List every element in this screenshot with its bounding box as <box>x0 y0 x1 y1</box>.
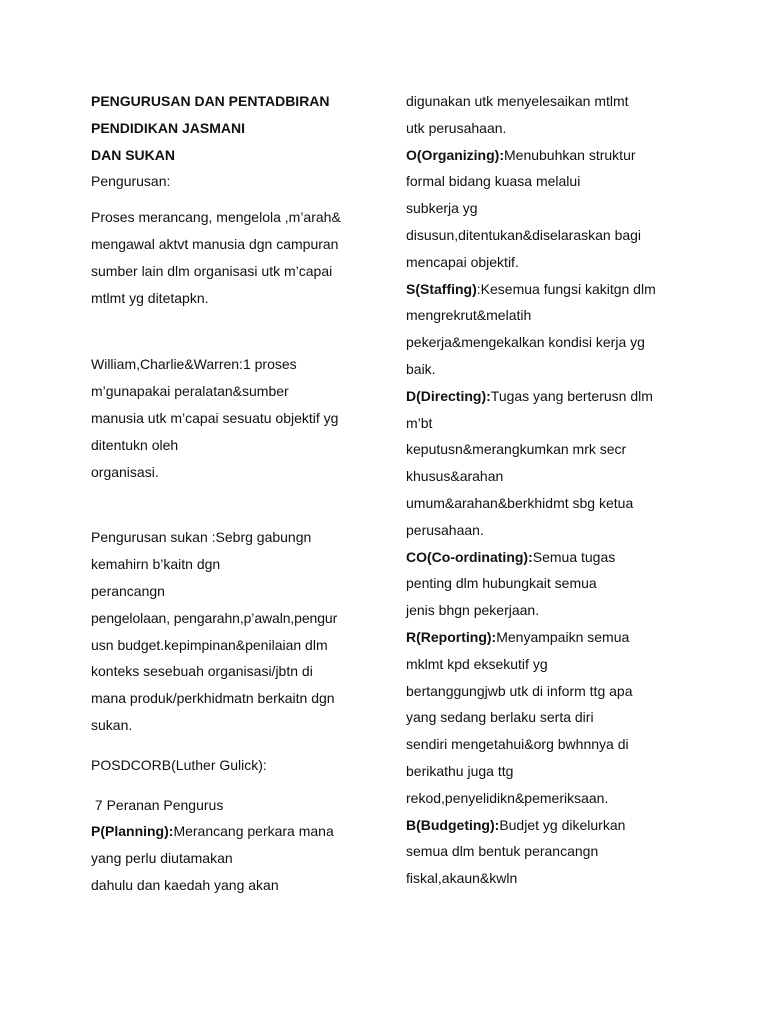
posdcorb-heading: POSDCORB(Luther Gulick): <box>91 756 267 773</box>
spacer <box>91 739 381 752</box>
sukan-line-6: konteks sesebuah organisasi/jbtn di <box>91 663 313 680</box>
coordinating-term: CO(Co-ordinating): <box>406 548 533 565</box>
directing-line-4: khusus&arahan <box>406 468 504 485</box>
directing-term: D(Directing): <box>406 387 491 404</box>
right-intro-line-2: utk perusahaan. <box>406 119 507 136</box>
budgeting-term: B(Budgeting): <box>406 816 500 833</box>
directing-line-1 <box>406 383 706 410</box>
coordinating-text: Semua tugas <box>532 548 616 565</box>
sukan-line-5: usn budget.kepimpinan&penilaian dlm <box>91 636 328 653</box>
planning-text: Merancang perkara mana <box>173 823 334 840</box>
definition-line-2: mengawal aktvt manusia dgn campuran <box>91 235 339 252</box>
directing-line-5: umum&arahan&berkhidmt sbg ketua <box>406 494 634 511</box>
sukan-line-4: pengelolaan, pengarahn,p’awaln,pengur <box>91 609 338 626</box>
budgeting-line-1 <box>406 812 706 839</box>
sukan-line-7: mana produk/perkhidmatn berkaitn dgn <box>91 690 335 707</box>
reporting-line-5: sendiri mengetahui&org bwhnnya di <box>406 736 629 753</box>
william-line-3: manusia utk m’capai sesuatu objektif yg <box>91 409 339 426</box>
coordinating-line-1 <box>406 544 706 571</box>
title-line-1: PENGURUSAN DAN PENTADBIRAN <box>91 93 330 109</box>
planning-line-1 <box>91 818 381 845</box>
planning-line-2: yang perlu diutamakan <box>91 850 233 867</box>
budgeting-line-2: semua dlm bentuk perancangn <box>406 843 599 860</box>
reporting-line-6: berikathu juga ttg <box>406 762 514 779</box>
reporting-line-3: bertanggungjwb utk di inform ttg apa <box>406 682 633 699</box>
directing-line-6: perusahaan. <box>406 521 484 538</box>
reporting-line-1 <box>406 624 706 651</box>
definition-line-4: mtlmt yg ditetapkn. <box>91 289 209 306</box>
william-line-5: organisasi. <box>91 463 159 480</box>
planning-term: P(Planning): <box>91 823 174 840</box>
coordinating-line-3: jenis bhgn pekerjaan. <box>406 602 540 619</box>
william-line-2: m’gunapakai peralatan&sumber <box>91 383 289 400</box>
staffing-line-2: mengrekrut&melatih <box>406 307 532 324</box>
staffing-term: S(Staffing) <box>406 280 477 297</box>
staffing-line-3: pekerja&mengekalkan kondisi kerja yg <box>406 334 645 351</box>
reporting-line-4: yang sedang berlaku serta diri <box>406 709 594 726</box>
budgeting-line-3: fiskal,akaun&kwln <box>406 870 518 887</box>
spacer <box>91 195 381 204</box>
budgeting-text: Budjet yg dikelurkan <box>499 816 626 833</box>
staffing-text: :Kesemua fungsi kakitgn dlm <box>476 280 656 297</box>
right-column <box>406 88 706 892</box>
directing-text: Tugas yang berterusn dlm <box>490 387 653 404</box>
planning-line-3: dahulu dan kaedah yang akan <box>91 876 279 893</box>
coordinating-line-2: penting dlm hubungkait semua <box>406 575 597 592</box>
pengurusan-heading: Pengurusan: <box>91 173 171 190</box>
directing-line-2: m’bt <box>406 414 433 431</box>
reporting-term: R(Reporting): <box>406 628 497 645</box>
organizing-line-5: mencapai objektif. <box>406 253 519 270</box>
spacer <box>91 485 381 524</box>
sukan-line-2: kemahirn b’kaitn dgn <box>91 556 221 573</box>
william-line-4: ditentukn oleh <box>91 436 179 453</box>
organizing-line-1 <box>406 142 706 169</box>
organizing-term: O(Organizing): <box>406 146 504 163</box>
organizing-text: Menubuhkan struktur <box>504 146 636 163</box>
spacer <box>91 779 381 792</box>
spacer <box>91 311 381 351</box>
reporting-line-7: rekod,penyelidikn&pemeriksaan. <box>406 789 609 806</box>
reporting-text: Menyampaikn semua <box>496 628 630 645</box>
reporting-line-2: mklmt kpd eksekutif yg <box>406 655 548 672</box>
organizing-line-3: subkerja yg <box>406 200 478 217</box>
definition-line-3: sumber lain dlm organisasi utk m’capai <box>91 262 333 279</box>
staffing-line-1 <box>406 276 706 303</box>
right-intro-line-1: digunakan utk menyelesaikan mtlmt <box>406 93 629 109</box>
organizing-line-4: disusun,ditentukan&diselaraskan bagi <box>406 226 642 243</box>
peranan-heading: 7 Peranan Pengurus <box>91 796 224 813</box>
sukan-line-8: sukan. <box>91 716 133 733</box>
directing-line-3: keputusn&merangkumkan mrk secr <box>406 441 627 458</box>
staffing-line-4: baik. <box>406 360 436 377</box>
title-line-3: DAN SUKAN <box>91 146 175 163</box>
title-line-2: PENDIDIKAN JASMANI <box>91 119 246 136</box>
left-column <box>91 88 381 899</box>
organizing-line-2: formal bidang kuasa melalui <box>406 173 581 190</box>
sukan-line-3: perancangn <box>91 582 165 599</box>
sukan-line-1: Pengurusan sukan :Sebrg gabungn <box>91 529 312 546</box>
william-line-1: William,Charlie&Warren:1 proses <box>91 356 297 373</box>
definition-line-1: Proses merancang, mengelola ,m’arah& <box>91 209 341 226</box>
